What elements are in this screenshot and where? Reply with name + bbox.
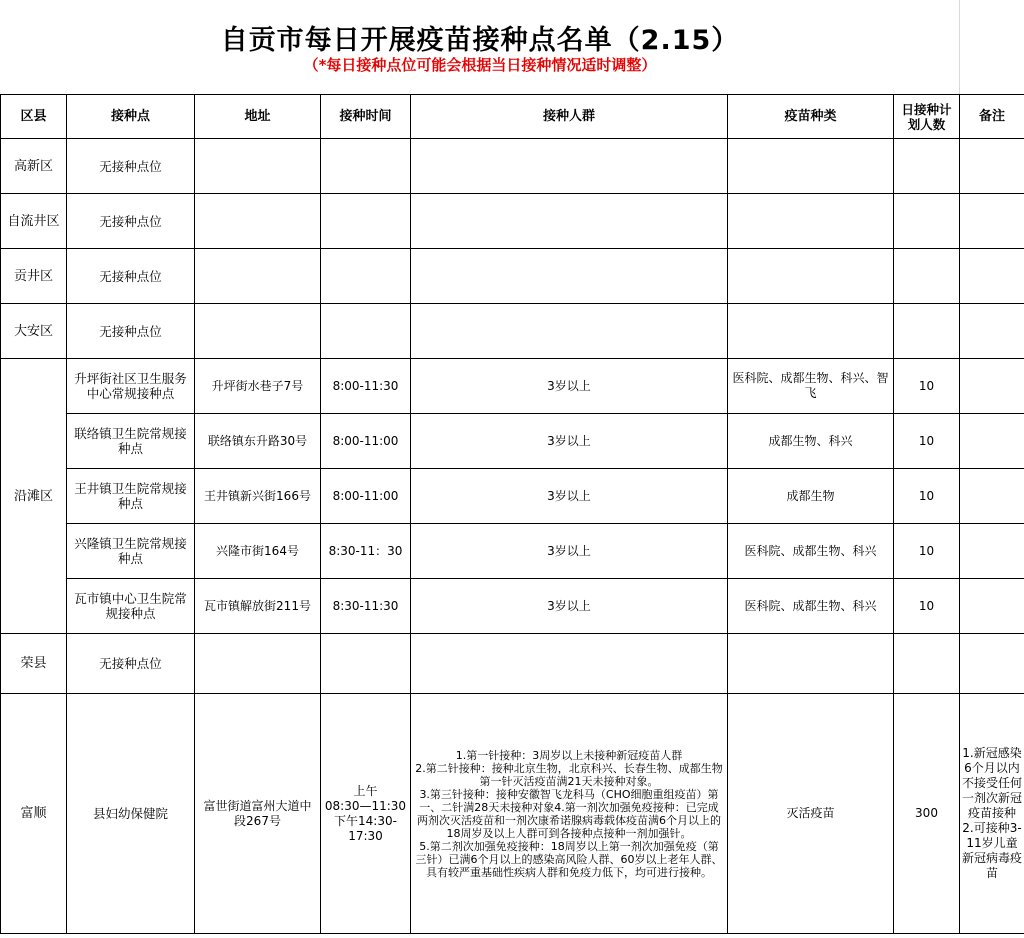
empty-cell bbox=[411, 139, 728, 194]
district-cell: 沿滩区 bbox=[1, 359, 67, 634]
site-cell: 升坪街社区卫生服务中心常规接种点 bbox=[67, 359, 195, 414]
plan-cell: 10 bbox=[894, 359, 960, 414]
site-cell: 瓦市镇中心卫生院常规接种点 bbox=[67, 579, 195, 634]
header-vaccine: 疫苗种类 bbox=[728, 95, 894, 139]
crowd-line: 2.第二针接种：接种北京生物，北京科兴、长春生物、成都生物第一针灭活疫苗满21天未接种对象。 bbox=[415, 761, 723, 788]
header-row bbox=[1, 95, 1024, 139]
address-cell: 联络镇东升路30号 bbox=[195, 414, 321, 469]
note-line: 2.可接种3-11岁儿童新冠病毒疫苗 bbox=[962, 821, 1023, 880]
empty-cell bbox=[195, 304, 321, 359]
header-note: 备注 bbox=[960, 95, 1024, 139]
site-cell: 无接种点位 bbox=[67, 304, 195, 359]
plan-cell: 10 bbox=[894, 414, 960, 469]
note-cell bbox=[960, 359, 1024, 414]
schedule-table bbox=[0, 94, 1024, 934]
table-row bbox=[1, 469, 1024, 524]
site-cell: 无接种点位 bbox=[67, 194, 195, 249]
table-row bbox=[1, 524, 1024, 579]
header-district: 区县 bbox=[1, 95, 67, 139]
time-line: 下午14:30- bbox=[334, 813, 397, 828]
empty-cell bbox=[894, 139, 960, 194]
empty-cell bbox=[894, 634, 960, 694]
table-row bbox=[1, 249, 1024, 304]
empty-cell bbox=[894, 249, 960, 304]
time-cell: 8:30-11：30 bbox=[321, 524, 411, 579]
district-cell: 高新区 bbox=[1, 139, 67, 194]
plan-cell: 10 bbox=[894, 579, 960, 634]
page-title: 自贡市每日开展疫苗接种点名单（2.15） bbox=[220, 25, 740, 56]
site-cell: 王井镇卫生院常规接种点 bbox=[67, 469, 195, 524]
time-line: 17:30 bbox=[348, 828, 383, 843]
empty-cell bbox=[321, 304, 411, 359]
district-cell: 荣县 bbox=[1, 634, 67, 694]
district-cell: 大安区 bbox=[1, 304, 67, 359]
address-cell: 王井镇新兴街166号 bbox=[195, 469, 321, 524]
table-row bbox=[1, 634, 1024, 694]
table-row bbox=[1, 139, 1024, 194]
header-time: 接种时间 bbox=[321, 95, 411, 139]
empty-cell bbox=[894, 194, 960, 249]
plan-cell: 10 bbox=[894, 524, 960, 579]
time-line: 上午 bbox=[353, 783, 378, 798]
crowd-cell: 3岁以上 bbox=[411, 359, 728, 414]
vaccine-cell: 灭活疫苗 bbox=[728, 694, 894, 934]
site-cell: 无接种点位 bbox=[67, 139, 195, 194]
header-site: 接种点 bbox=[67, 95, 195, 139]
note-cell bbox=[960, 579, 1024, 634]
empty-cell bbox=[411, 634, 728, 694]
table-row bbox=[1, 579, 1024, 634]
crowd-line: 1.第一针接种：3周岁以上未接种新冠疫苗人群 bbox=[455, 748, 683, 762]
note-line: 1.新冠感染6个月以内不接受任何一剂次新冠疫苗接种 bbox=[962, 746, 1023, 820]
header-address: 地址 bbox=[195, 95, 321, 139]
address-cell: 兴隆市街164号 bbox=[195, 524, 321, 579]
district-cell: 富顺 bbox=[1, 694, 67, 934]
crowd-cell bbox=[411, 694, 728, 934]
crowd-cell: 3岁以上 bbox=[411, 469, 728, 524]
title-area bbox=[0, 0, 1024, 94]
empty-cell bbox=[321, 139, 411, 194]
empty-cell bbox=[960, 139, 1024, 194]
empty-cell bbox=[195, 139, 321, 194]
district-cell: 贡井区 bbox=[1, 249, 67, 304]
table-row bbox=[1, 694, 1024, 934]
table-row bbox=[1, 194, 1024, 249]
table-row bbox=[1, 359, 1024, 414]
header-crowd: 接种人群 bbox=[411, 95, 728, 139]
empty-cell bbox=[321, 634, 411, 694]
site-cell: 无接种点位 bbox=[67, 249, 195, 304]
empty-cell bbox=[411, 194, 728, 249]
time-cell: 8:00-11:30 bbox=[321, 359, 411, 414]
empty-cell bbox=[960, 194, 1024, 249]
site-cell: 无接种点位 bbox=[67, 634, 195, 694]
empty-cell bbox=[894, 304, 960, 359]
site-cell: 兴隆镇卫生院常规接种点 bbox=[67, 524, 195, 579]
vaccine-cell: 医科院、成都生物、科兴、智飞 bbox=[728, 359, 894, 414]
page-subtitle: （*每日接种点位可能会根据当日接种情况适时调整） bbox=[303, 56, 657, 74]
gridline bbox=[959, 0, 960, 94]
empty-cell bbox=[960, 634, 1024, 694]
time-cell bbox=[321, 694, 411, 934]
site-cell: 联络镇卫生院常规接种点 bbox=[67, 414, 195, 469]
plan-cell: 10 bbox=[894, 469, 960, 524]
empty-cell bbox=[728, 139, 894, 194]
empty-cell bbox=[195, 249, 321, 304]
time-line: 08:30—11:30 bbox=[324, 798, 407, 813]
empty-cell bbox=[195, 194, 321, 249]
empty-cell bbox=[728, 194, 894, 249]
vaccine-cell: 成都生物、科兴 bbox=[728, 414, 894, 469]
empty-cell bbox=[728, 304, 894, 359]
empty-cell bbox=[321, 249, 411, 304]
empty-cell bbox=[411, 249, 728, 304]
time-cell: 8:00-11:00 bbox=[321, 414, 411, 469]
empty-cell bbox=[960, 249, 1024, 304]
crowd-line: 5.第二剂次加强免疫接种：18周岁以上第一剂次加强免疫（第三针）已满6个月以上的感染高风险人群、60岁以上老年人群、具有较严重基础性疾病人群和免疫力低下，均可进行接种。 bbox=[415, 839, 723, 879]
vaccine-cell: 医科院、成都生物、科兴 bbox=[728, 524, 894, 579]
note-cell bbox=[960, 414, 1024, 469]
address-cell: 富世街道富州大道中段267号 bbox=[195, 694, 321, 934]
table-row bbox=[1, 414, 1024, 469]
district-cell: 自流井区 bbox=[1, 194, 67, 249]
crowd-cell: 3岁以上 bbox=[411, 414, 728, 469]
empty-cell bbox=[321, 194, 411, 249]
address-cell: 升坪街水巷子7号 bbox=[195, 359, 321, 414]
empty-cell bbox=[728, 249, 894, 304]
vaccine-cell: 医科院、成都生物、科兴 bbox=[728, 579, 894, 634]
empty-cell bbox=[960, 304, 1024, 359]
crowd-line: 3.第三针接种：接种安徽智飞龙科马（CHO细胞重组疫苗）第一、二针满28天未接种对象4.第一剂次加强免疫接种：已完成两剂次灭活疫苗和一剂次康希诺腺病毒载体疫苗满6个月以上的18周岁及以上人群可到各接种点接种一剂加强针。 bbox=[417, 787, 721, 840]
empty-cell bbox=[728, 634, 894, 694]
crowd-cell: 3岁以上 bbox=[411, 524, 728, 579]
time-cell: 8:00-11:00 bbox=[321, 469, 411, 524]
empty-cell bbox=[195, 634, 321, 694]
table-row bbox=[1, 304, 1024, 359]
header-plan: 日接种计划人数 bbox=[894, 95, 960, 139]
note-cell bbox=[960, 694, 1024, 934]
note-cell bbox=[960, 524, 1024, 579]
crowd-cell: 3岁以上 bbox=[411, 579, 728, 634]
vaccine-cell: 成都生物 bbox=[728, 469, 894, 524]
site-cell: 县妇幼保健院 bbox=[67, 694, 195, 934]
time-cell: 8:30-11:30 bbox=[321, 579, 411, 634]
empty-cell bbox=[411, 304, 728, 359]
plan-cell: 300 bbox=[894, 694, 960, 934]
address-cell: 瓦市镇解放街211号 bbox=[195, 579, 321, 634]
note-cell bbox=[960, 469, 1024, 524]
